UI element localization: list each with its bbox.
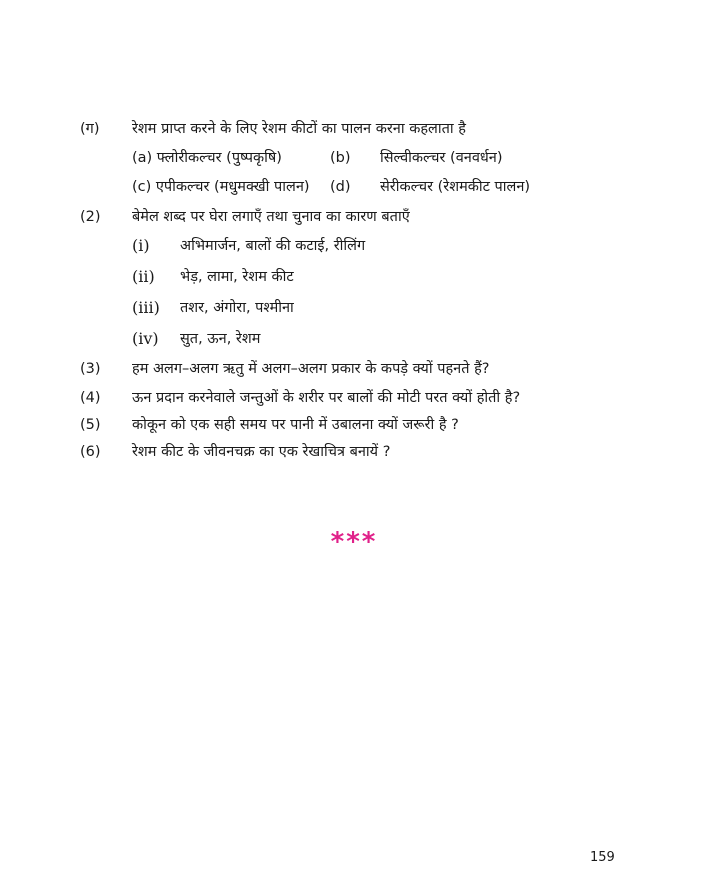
- item-i-numeral: (i): [132, 236, 150, 255]
- section-separator: ***: [330, 527, 378, 557]
- question-3-number: (3): [80, 361, 101, 377]
- option-c: (c) एपीकल्चर (मधुमक्खी पालन): [132, 179, 310, 195]
- page-number: 159: [590, 850, 615, 865]
- question-2-text: बेमेल शब्द पर घेरा लगाएँ तथा चुनाव का कारण बताएँ: [132, 209, 410, 225]
- option-d-letter: (d): [330, 179, 351, 195]
- item-iv-text: सुत, ऊन, रेशम: [180, 331, 261, 347]
- item-i-text: अभिमार्जन, बालों की कटाई, रीलिंग: [180, 238, 366, 254]
- item-iii-text: तशर, अंगोरा, पश्मीना: [180, 300, 294, 316]
- question-ga-text: रेशम प्राप्त करने के लिए रेशम कीटों का पालन करना कहलाता है: [132, 121, 466, 137]
- item-iii-numeral: (iii): [132, 298, 160, 317]
- question-3-text: हम अलग–अलग ऋतु में अलग–अलग प्रकार के कपड़े क्यों पहनते हैं?: [132, 361, 490, 377]
- question-5-number: (5): [80, 417, 101, 433]
- question-2-number: (2): [80, 209, 101, 225]
- option-b-letter: (b): [330, 150, 351, 166]
- question-4-number: (4): [80, 390, 101, 406]
- item-iv-numeral: (iv): [132, 329, 159, 348]
- item-ii-numeral: (ii): [132, 267, 155, 286]
- option-b-text: सिल्वीकल्चर (वनवर्धन): [380, 150, 503, 166]
- question-ga-number: (ग): [80, 121, 100, 137]
- question-6-number: (6): [80, 444, 101, 460]
- question-5-text: कोकून को एक सही समय पर पानी में उबालना क्यों जरूरी है ?: [132, 417, 459, 433]
- question-4-text: ऊन प्रदान करनेवाले जन्तुओं के शरीर पर बालों की मोटी परत क्यों होती है?: [132, 390, 521, 406]
- item-ii-text: भेड़, लामा, रेशम कीट: [180, 269, 294, 285]
- option-a: (a) फ्लोरीकल्चर (पुष्पकृषि): [132, 150, 282, 166]
- question-6-text: रेशम कीट के जीवनचक्र का एक रेखाचित्र बनायें ?: [132, 444, 391, 460]
- option-d-text: सेरीकल्चर (रेशमकीट पालन): [380, 179, 531, 195]
